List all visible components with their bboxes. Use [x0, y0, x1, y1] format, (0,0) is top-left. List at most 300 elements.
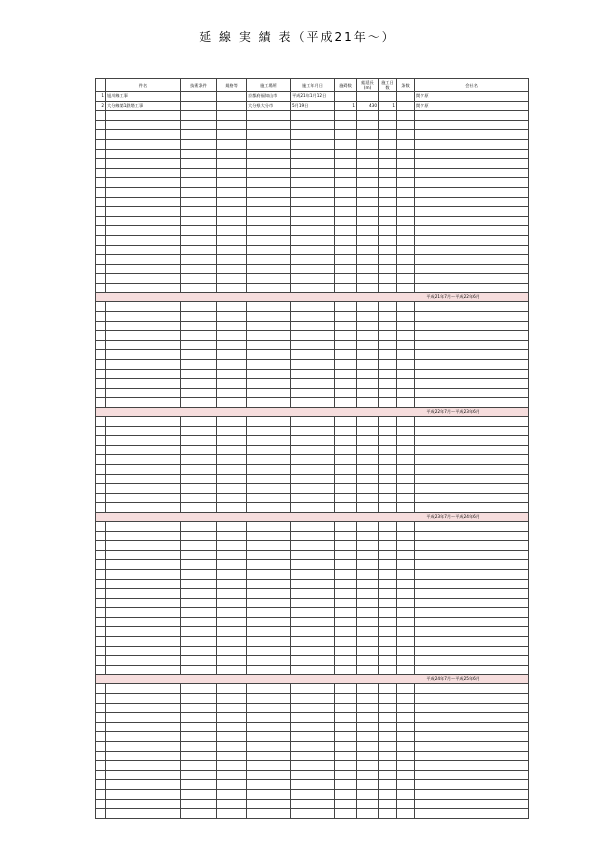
table-cell	[106, 149, 181, 159]
table-row	[96, 111, 529, 121]
table-cell	[181, 92, 217, 102]
table-cell	[397, 321, 415, 331]
table-cell	[291, 560, 335, 570]
table-cell	[181, 541, 217, 551]
table-cell	[181, 665, 217, 675]
table-cell	[335, 398, 357, 408]
table-cell	[415, 521, 529, 531]
table-cell	[291, 732, 335, 742]
table-cell	[181, 255, 217, 265]
row-number	[96, 550, 106, 560]
table-cell	[357, 187, 379, 197]
table-cell	[415, 637, 529, 647]
table-cell	[106, 665, 181, 675]
row-number	[96, 742, 106, 752]
table-cell	[379, 283, 397, 293]
table-cell	[247, 598, 291, 608]
table-cell	[357, 379, 379, 389]
table-cell	[217, 646, 247, 656]
table-cell	[291, 187, 335, 197]
table-cell	[247, 637, 291, 647]
table-cell	[335, 684, 357, 694]
table-cell	[181, 168, 217, 178]
table-cell	[335, 484, 357, 494]
table-cell	[217, 569, 247, 579]
row-number	[96, 436, 106, 446]
table-cell	[335, 379, 357, 389]
table-cell	[106, 379, 181, 389]
table-row	[96, 608, 529, 618]
row-number	[96, 761, 106, 771]
table-cell	[247, 617, 291, 627]
table-row	[96, 350, 529, 360]
row-number	[96, 120, 106, 130]
table-cell	[357, 646, 379, 656]
table-cell	[357, 360, 379, 370]
table-cell	[217, 159, 247, 169]
table-cell	[181, 780, 217, 790]
table-cell	[379, 761, 397, 771]
table-cell	[379, 178, 397, 188]
table-row	[96, 369, 529, 379]
table-cell	[217, 274, 247, 284]
period-separator-row	[96, 675, 529, 684]
table-cell	[217, 694, 247, 704]
table-cell	[106, 445, 181, 455]
table-cell	[335, 255, 357, 265]
table-cell	[181, 589, 217, 599]
table-cell	[397, 283, 415, 293]
table-cell	[181, 436, 217, 446]
table-cell	[415, 665, 529, 675]
table-cell	[397, 560, 415, 570]
table-cell	[335, 321, 357, 331]
table-row	[96, 684, 529, 694]
table-cell	[247, 445, 291, 455]
row-number	[96, 264, 106, 274]
table-cell	[357, 742, 379, 752]
table-cell	[415, 541, 529, 551]
table-cell	[181, 455, 217, 465]
table-cell	[247, 761, 291, 771]
table-cell	[291, 569, 335, 579]
table-cell	[335, 474, 357, 484]
table-cell	[291, 245, 335, 255]
table-cell	[217, 474, 247, 484]
table-cell	[357, 617, 379, 627]
table-cell	[357, 789, 379, 799]
table-cell	[415, 168, 529, 178]
row-number	[96, 398, 106, 408]
table-cell	[247, 111, 291, 121]
table-cell	[106, 436, 181, 446]
table-cell	[291, 445, 335, 455]
table-cell	[181, 627, 217, 637]
table-cell	[335, 608, 357, 618]
table-cell	[415, 761, 529, 771]
table-cell	[335, 637, 357, 647]
table-row	[96, 226, 529, 236]
table-cell	[357, 521, 379, 531]
table-cell	[247, 255, 291, 265]
table-cell	[397, 770, 415, 780]
table-cell	[181, 216, 217, 226]
table-cell	[397, 398, 415, 408]
row-number	[96, 321, 106, 331]
table-cell	[181, 464, 217, 474]
table-cell	[415, 770, 529, 780]
table-cell	[291, 197, 335, 207]
table-cell	[247, 436, 291, 446]
table-cell	[106, 646, 181, 656]
table-cell	[415, 436, 529, 446]
row-number	[96, 713, 106, 723]
table-cell	[217, 703, 247, 713]
table-cell	[357, 235, 379, 245]
table-cell	[217, 360, 247, 370]
table-cell	[397, 531, 415, 541]
table-cell	[291, 388, 335, 398]
table-row	[96, 255, 529, 265]
table-cell	[415, 569, 529, 579]
table-cell	[217, 331, 247, 341]
table-cell	[397, 350, 415, 360]
header-cell: 施工年月日	[291, 79, 335, 92]
table-cell	[397, 608, 415, 618]
table-cell	[397, 130, 415, 140]
row-number	[96, 484, 106, 494]
table-cell	[397, 92, 415, 102]
table-cell	[247, 742, 291, 752]
table-row	[96, 656, 529, 666]
header-row	[96, 79, 529, 92]
table-row	[96, 694, 529, 704]
table-cell	[181, 598, 217, 608]
table-cell	[357, 751, 379, 761]
table-cell	[415, 111, 529, 121]
table-cell	[415, 417, 529, 427]
table-cell	[415, 503, 529, 513]
table-cell	[181, 579, 217, 589]
table-cell	[217, 111, 247, 121]
table-cell	[379, 531, 397, 541]
table-cell	[291, 521, 335, 531]
row-number	[96, 226, 106, 236]
table-cell	[357, 111, 379, 121]
table-cell	[217, 579, 247, 589]
table-cell	[379, 665, 397, 675]
table-cell	[335, 388, 357, 398]
table-cell	[247, 340, 291, 350]
table-cell	[379, 187, 397, 197]
table-cell	[397, 789, 415, 799]
table-cell	[106, 388, 181, 398]
table-cell	[247, 235, 291, 245]
table-row	[96, 149, 529, 159]
table-cell	[357, 503, 379, 513]
table-cell	[291, 665, 335, 675]
table-row	[96, 120, 529, 130]
table-cell	[397, 455, 415, 465]
table-cell	[379, 235, 397, 245]
table-row	[96, 646, 529, 656]
table-cell	[106, 130, 181, 140]
table-cell	[379, 484, 397, 494]
table-cell	[397, 550, 415, 560]
table-cell	[397, 464, 415, 474]
table-cell	[181, 560, 217, 570]
row-number	[96, 722, 106, 732]
row-number	[96, 809, 106, 819]
table-cell	[106, 789, 181, 799]
table-cell	[291, 159, 335, 169]
row-number: 2	[96, 101, 106, 111]
table-cell	[247, 703, 291, 713]
table-cell	[106, 703, 181, 713]
table-cell	[335, 197, 357, 207]
table-cell	[379, 751, 397, 761]
table-cell	[357, 264, 379, 274]
table-cell	[357, 684, 379, 694]
table-cell	[217, 178, 247, 188]
table-row	[96, 197, 529, 207]
table-row	[96, 139, 529, 149]
table-cell	[397, 722, 415, 732]
table-cell	[181, 426, 217, 436]
table-cell	[397, 111, 415, 121]
table-cell	[106, 751, 181, 761]
table-cell: 430	[357, 101, 379, 111]
table-cell	[379, 799, 397, 809]
table-row	[96, 436, 529, 446]
table-cell	[106, 770, 181, 780]
table-cell	[335, 464, 357, 474]
table-cell	[181, 101, 217, 111]
table-cell	[181, 340, 217, 350]
table-cell	[181, 197, 217, 207]
table-cell	[379, 789, 397, 799]
table-cell	[357, 579, 379, 589]
table-cell	[379, 503, 397, 513]
table-cell: 関ケ原	[415, 101, 529, 111]
table-cell	[379, 474, 397, 484]
table-cell	[397, 493, 415, 503]
table-cell	[291, 742, 335, 752]
table-cell	[397, 226, 415, 236]
table-body	[96, 92, 529, 819]
table-cell	[106, 713, 181, 723]
table-cell	[397, 101, 415, 111]
row-number	[96, 493, 106, 503]
table-cell	[397, 521, 415, 531]
table-cell	[397, 780, 415, 790]
table-row	[96, 398, 529, 408]
table-cell	[291, 722, 335, 732]
table-cell	[357, 388, 379, 398]
row-number	[96, 560, 106, 570]
table-cell	[335, 350, 357, 360]
table-cell	[335, 331, 357, 341]
row-number	[96, 751, 106, 761]
table-cell	[335, 283, 357, 293]
table-cell	[415, 120, 529, 130]
table-cell	[106, 245, 181, 255]
table-cell	[247, 770, 291, 780]
table-cell	[291, 589, 335, 599]
table-cell	[415, 235, 529, 245]
table-cell	[181, 484, 217, 494]
table-cell	[106, 216, 181, 226]
table-cell	[357, 168, 379, 178]
table-cell	[357, 178, 379, 188]
table-cell	[217, 780, 247, 790]
table-cell	[181, 637, 217, 647]
table-row	[96, 550, 529, 560]
table-cell	[415, 550, 529, 560]
table-cell	[217, 761, 247, 771]
table-row	[96, 455, 529, 465]
table-cell	[397, 139, 415, 149]
table-cell	[397, 149, 415, 159]
table-cell	[379, 569, 397, 579]
table-cell	[397, 484, 415, 494]
table-cell	[415, 579, 529, 589]
table-cell	[247, 207, 291, 217]
table-cell	[106, 178, 181, 188]
table-cell	[181, 751, 217, 761]
table-cell	[217, 417, 247, 427]
table-cell	[397, 340, 415, 350]
table-cell	[415, 331, 529, 341]
table-cell	[335, 207, 357, 217]
table-cell	[357, 139, 379, 149]
table-cell	[181, 398, 217, 408]
table-cell	[217, 235, 247, 245]
table-cell	[106, 656, 181, 666]
table-cell	[415, 369, 529, 379]
table-cell	[106, 761, 181, 771]
row-number	[96, 149, 106, 159]
table-cell	[106, 560, 181, 570]
table-cell	[415, 732, 529, 742]
table-cell	[106, 627, 181, 637]
table-cell	[357, 464, 379, 474]
table-cell	[379, 732, 397, 742]
table-cell	[217, 637, 247, 647]
table-row	[96, 283, 529, 293]
table-cell	[357, 302, 379, 312]
table-cell	[397, 302, 415, 312]
table-cell	[217, 149, 247, 159]
table-row	[96, 703, 529, 713]
table-cell	[397, 799, 415, 809]
table-cell	[379, 369, 397, 379]
row-number	[96, 637, 106, 647]
table-cell	[415, 694, 529, 704]
table-cell	[379, 426, 397, 436]
table-cell	[181, 569, 217, 579]
table-cell	[397, 617, 415, 627]
table-cell	[291, 274, 335, 284]
table-cell	[106, 235, 181, 245]
table-cell	[106, 398, 181, 408]
table-cell	[379, 149, 397, 159]
table-cell	[247, 484, 291, 494]
table-cell	[181, 159, 217, 169]
row-number	[96, 255, 106, 265]
table-cell	[181, 369, 217, 379]
table-cell	[217, 608, 247, 618]
table-cell	[106, 159, 181, 169]
table-cell	[379, 550, 397, 560]
table-cell	[379, 302, 397, 312]
table-cell	[415, 207, 529, 217]
table-cell	[217, 789, 247, 799]
table-cell	[181, 226, 217, 236]
table-cell	[291, 331, 335, 341]
table-cell	[291, 751, 335, 761]
table-cell	[247, 713, 291, 723]
table-cell	[397, 503, 415, 513]
table-cell	[415, 722, 529, 732]
table-cell	[217, 130, 247, 140]
table-cell	[247, 656, 291, 666]
table-cell: 1	[379, 101, 397, 111]
table-cell	[291, 321, 335, 331]
table-cell	[247, 274, 291, 284]
table-row	[96, 417, 529, 427]
table-cell	[106, 722, 181, 732]
table-row	[96, 598, 529, 608]
header-cell: 条数	[397, 79, 415, 92]
table-cell	[397, 445, 415, 455]
table-cell	[217, 464, 247, 474]
table-cell	[357, 608, 379, 618]
table-cell	[335, 302, 357, 312]
table-cell	[335, 780, 357, 790]
table-cell	[217, 656, 247, 666]
table-row	[96, 799, 529, 809]
table-cell	[291, 531, 335, 541]
table-cell	[181, 139, 217, 149]
row-number	[96, 417, 106, 427]
table-cell	[217, 713, 247, 723]
table-cell	[379, 264, 397, 274]
table-cell	[397, 379, 415, 389]
table-cell	[357, 627, 379, 637]
table-cell	[106, 598, 181, 608]
table-cell	[181, 149, 217, 159]
table-cell	[291, 340, 335, 350]
row-number	[96, 159, 106, 169]
table-row	[96, 216, 529, 226]
table-cell	[217, 484, 247, 494]
table-cell	[181, 120, 217, 130]
table-cell	[335, 111, 357, 121]
table-row	[96, 809, 529, 819]
table-row	[96, 168, 529, 178]
table-row	[96, 445, 529, 455]
table-cell	[379, 331, 397, 341]
table-cell	[181, 245, 217, 255]
table-cell	[247, 799, 291, 809]
table-cell	[106, 139, 181, 149]
table-cell	[217, 369, 247, 379]
table-cell	[181, 302, 217, 312]
table-cell	[379, 646, 397, 656]
table-cell	[379, 703, 397, 713]
table-cell	[181, 684, 217, 694]
